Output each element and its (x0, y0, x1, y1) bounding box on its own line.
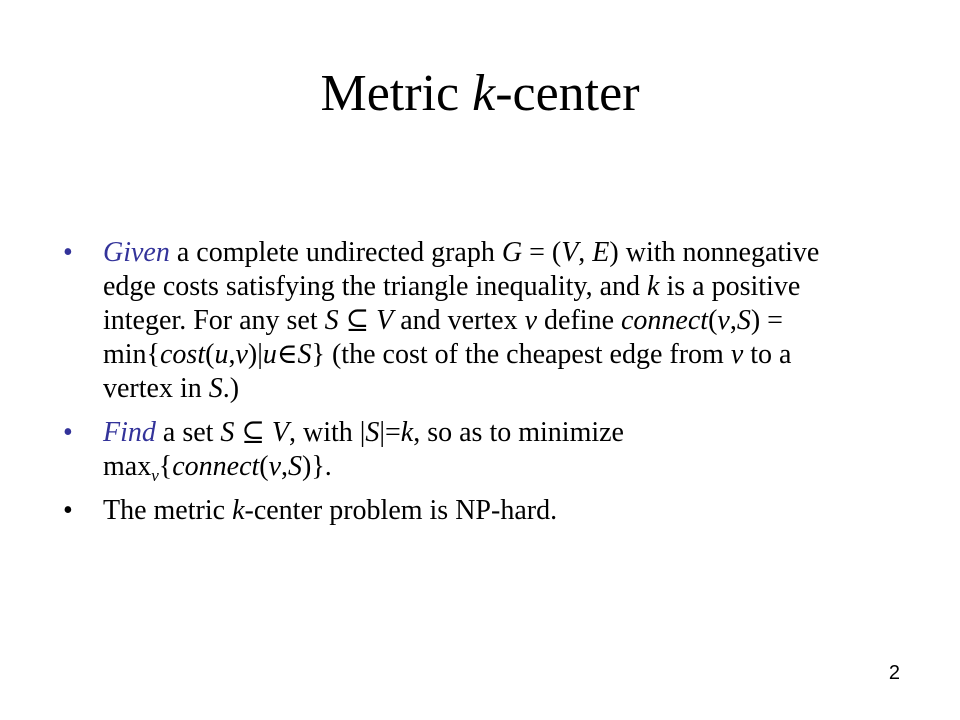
text: and vertex (393, 305, 525, 336)
text: a complete undirected graph (169, 237, 502, 268)
math-var: u (262, 339, 277, 370)
bullet-icon: • (63, 417, 73, 448)
text: |= (379, 417, 401, 448)
text: ( (708, 305, 718, 336)
keyword-given: Given (103, 237, 170, 268)
text: The metric (103, 495, 233, 526)
text: )}. (302, 451, 332, 482)
text: ( (259, 451, 269, 482)
text: = ( (522, 237, 562, 268)
math-var: v (268, 451, 282, 482)
text: -center problem is NP-hard. (244, 495, 558, 526)
title-text-suffix: -center (495, 65, 640, 122)
text: to a vertex in (103, 339, 792, 404)
math-var: V (376, 305, 394, 336)
element-of-symbol: ∈ (276, 339, 298, 370)
bullet-icon: • (63, 237, 73, 268)
slide-title (0, 62, 960, 126)
math-var: V (271, 417, 289, 448)
math-func: connect (172, 451, 260, 482)
math-var: v (730, 339, 744, 370)
text: } (the cost of the cheapest edge from (311, 339, 731, 370)
math-var: k (400, 417, 414, 448)
bullet-list (63, 236, 853, 538)
math-var: v (717, 305, 730, 336)
math-var: G (501, 237, 523, 268)
math-var: k (232, 495, 245, 526)
text: .) (222, 373, 240, 404)
bullet-item-given (63, 236, 853, 406)
math-var: v (524, 305, 538, 336)
bullet-item-np-hard (63, 494, 853, 528)
text: { (158, 451, 173, 482)
title-variable: k (472, 65, 496, 122)
math-var: E (592, 237, 610, 268)
math-var: k (647, 271, 660, 302)
math-func: cost (160, 339, 206, 370)
keyword-find: Find (103, 417, 156, 448)
bullet-icon: • (63, 495, 73, 526)
text: ( (205, 339, 215, 370)
math-func: connect (621, 305, 709, 336)
subset-symbol: ⊆ (234, 417, 272, 448)
math-var: S (208, 373, 223, 404)
text: is a positive integer. For any set (103, 271, 801, 336)
page-number: 2 (888, 662, 900, 684)
math-var: S (220, 417, 235, 448)
text: ) with nonnegative edge costs satisfying the triangle inequality, and (103, 237, 820, 302)
subset-symbol: ⊆ (338, 305, 377, 336)
text: , with | (289, 417, 366, 448)
math-subscript: v (151, 466, 159, 485)
math-var: S (324, 305, 339, 336)
text: , (578, 237, 593, 268)
bullet-item-find (63, 416, 853, 484)
math-var: S (736, 305, 751, 336)
math-var: S (365, 417, 380, 448)
title-text: Metric (320, 65, 473, 122)
text: )| (247, 339, 263, 370)
math-var: u (214, 339, 229, 370)
text: , (281, 451, 289, 482)
text: , so as to minimize max (103, 417, 624, 482)
text: a set (155, 417, 221, 448)
math-var: V (561, 237, 579, 268)
math-var: v (235, 339, 248, 370)
text: , (729, 305, 737, 336)
math-var: S (297, 339, 312, 370)
text: ) = min{ (103, 305, 783, 370)
text: , (228, 339, 236, 370)
math-var: S (288, 451, 303, 482)
text: define (537, 305, 621, 336)
